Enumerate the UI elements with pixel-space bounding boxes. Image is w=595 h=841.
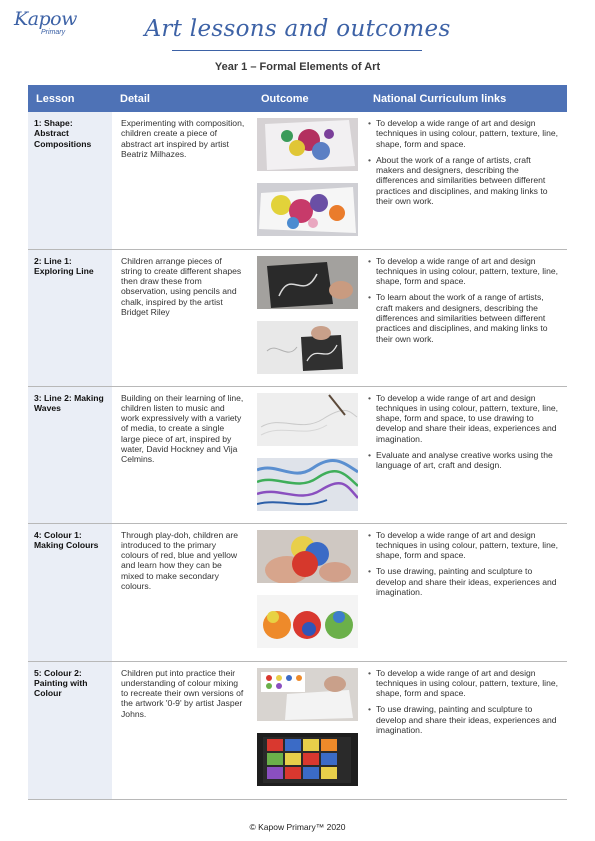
lessons-table xyxy=(28,85,567,800)
detail-cell: Children put into practice their understanding of colour mixing to recreate their own versions of the artwork '0-9' by artist Jasper Johns. xyxy=(112,661,253,799)
table-row xyxy=(28,523,567,661)
lesson-cell: 3: Line 2: Making Waves xyxy=(28,386,112,523)
outcome-photo xyxy=(257,668,358,721)
page-subtitle: Year 1 – Formal Elements of Art xyxy=(214,61,381,73)
curriculum-link: • To develop a wide range of art and design techniques in using colour, pattern, texture, line, shape, form and space, to use drawing to develop and share their ideas, experiences and imagination. xyxy=(368,393,561,444)
table-row xyxy=(28,249,567,386)
column-header-curriculum-links: National Curriculum links xyxy=(365,85,567,112)
curriculum-links-cell xyxy=(365,661,567,799)
outcome-cell xyxy=(253,523,365,661)
curriculum-link: • To develop a wide range of art and design techniques in using colour, pattern, texture, line, shape, form and space. xyxy=(368,530,561,561)
outcome-cell xyxy=(253,386,365,523)
curriculum-link: • About the work of a range of artists, craft makers and designers, describing the differences and similarities between different practices and disciplines, and making links to their own work. xyxy=(368,155,561,206)
detail-cell: Through play-doh, children are introduced to the primary colours of red, blue and yellow and learn how they can be mixed to make secondary colours. xyxy=(112,523,253,661)
lesson-cell: 2: Line 1: Exploring Line xyxy=(28,249,112,386)
curriculum-link: • To develop a wide range of art and design techniques in using colour, pattern, texture, line, shape, form and space. xyxy=(368,256,561,287)
curriculum-link: • To use drawing, painting and sculpture to develop and share their ideas, experiences and imagination. xyxy=(368,566,561,597)
curriculum-link: • Evaluate and analyse creative works using the language of art, craft and design. xyxy=(368,450,561,471)
outcome-photo xyxy=(257,321,358,374)
outcome-photo xyxy=(257,183,358,236)
outcome-cell xyxy=(253,112,365,249)
curriculum-links-cell xyxy=(365,112,567,249)
table-header-row xyxy=(28,85,567,112)
detail-cell: Experimenting with composition, children create a piece of abstract art inspired by artist Beatriz Milhazes. xyxy=(112,112,253,249)
outcome-photo xyxy=(257,118,358,171)
curriculum-links-cell xyxy=(365,523,567,661)
outcome-photo xyxy=(257,458,358,511)
lesson-cell: 5: Colour 2: Painting with Colour xyxy=(28,661,112,799)
outcome-cell xyxy=(253,661,365,799)
title-underline xyxy=(172,50,422,51)
detail-cell: Children arrange pieces of string to create different shapes then draw these from observation, using pencils and chalk, inspired by the artist Bridget Riley xyxy=(112,249,253,386)
logo-subtext: Primary xyxy=(41,29,66,36)
page-title: Art lessons and outcomes xyxy=(144,16,451,42)
outcome-photo xyxy=(257,530,358,583)
outcome-photo xyxy=(257,393,358,446)
table-row xyxy=(28,386,567,523)
curriculum-link: • To develop a wide range of art and design techniques in using colour, pattern, texture, line, shape, form and space. xyxy=(368,668,561,699)
logo-text: Kapow xyxy=(14,8,77,30)
column-header-lesson: Lesson xyxy=(28,85,112,112)
curriculum-link: • To develop a wide range of art and design techniques in using colour, pattern, texture, line, shape, form and space. xyxy=(368,118,561,149)
footer-copyright: © Kapow Primary™ 2020 xyxy=(249,822,346,832)
column-header-outcome: Outcome xyxy=(253,85,365,112)
column-header-detail: Detail xyxy=(112,85,253,112)
outcome-photo xyxy=(257,595,358,648)
outcome-cell xyxy=(253,249,365,386)
table-row xyxy=(28,661,567,799)
outcome-photo xyxy=(257,733,358,786)
lesson-cell: 4: Colour 1: Making Colours xyxy=(28,523,112,661)
curriculum-links-cell xyxy=(365,249,567,386)
outcome-photo xyxy=(257,256,358,309)
curriculum-link: • To use drawing, painting and sculpture to develop and share their ideas, experiences and imagination. xyxy=(368,704,561,735)
table-row xyxy=(28,112,567,249)
lesson-cell: 1: Shape: Abstract Compositions xyxy=(28,112,112,249)
curriculum-links-cell xyxy=(365,386,567,523)
curriculum-link: • To learn about the work of a range of artists, craft makers and designers, describing the differences and similarities between different practices and disciplines, and making links to their own work. xyxy=(368,292,561,343)
detail-cell: Building on their learning of line, children listen to music and work expressively with a variety of media, to create a single large piece of art, inspired by water, David Hockney and Vija Celmins. xyxy=(112,386,253,523)
